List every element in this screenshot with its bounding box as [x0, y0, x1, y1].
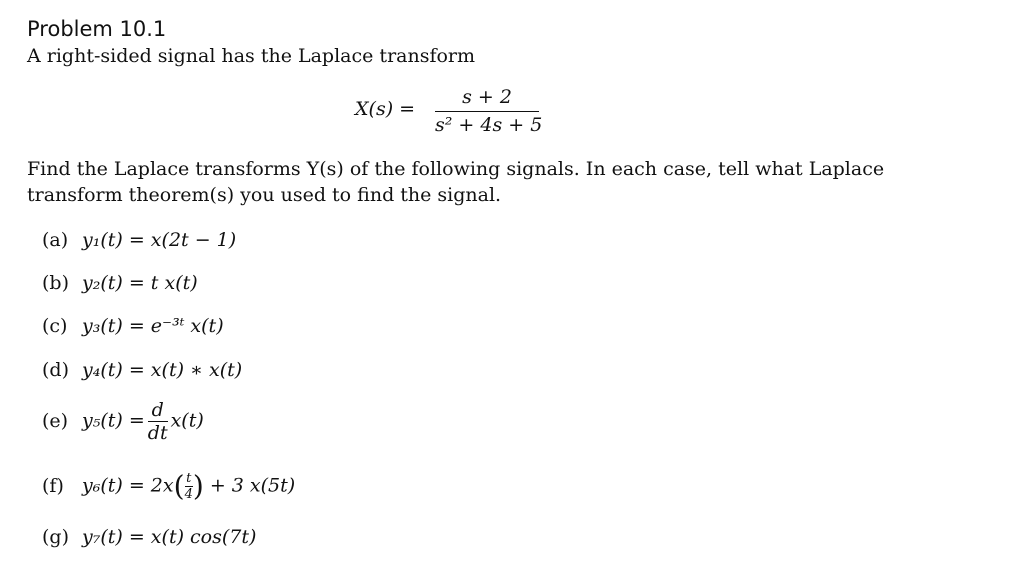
- instructions-line-2: transform theorem(s) you used to find the signal.: [27, 184, 502, 206]
- part-c: [42, 313, 224, 339]
- part-expression-rhs: x(t): [170, 409, 204, 432]
- part-expression: y₁(t) = x(2t − 1): [82, 229, 237, 251]
- right-paren: ): [192, 469, 204, 503]
- fraction-denominator: 4: [184, 487, 193, 502]
- equation-lhs: X(s) =: [355, 98, 416, 120]
- scaling-fraction: [185, 472, 193, 501]
- part-label: (b): [42, 272, 69, 294]
- part-b: [42, 270, 198, 296]
- fraction-bar: [435, 111, 539, 112]
- part-label: (g): [42, 526, 69, 548]
- part-expression: y₄(t) = x(t) ∗ x(t): [82, 359, 243, 381]
- part-f: [42, 469, 296, 503]
- part-a: [42, 227, 236, 253]
- derivative-fraction: [148, 400, 168, 443]
- part-label: (e): [42, 409, 69, 432]
- equation-fraction: [435, 86, 543, 136]
- equation-numerator: s + 2: [462, 86, 512, 108]
- left-paren: (: [173, 469, 185, 503]
- part-g: [42, 524, 256, 550]
- laplace-transform-equation: [355, 86, 555, 138]
- problem-intro: A right-sided signal has the Laplace transform: [27, 45, 476, 67]
- part-expression-lhs: y₆(t) = 2x: [82, 474, 174, 497]
- part-expression: y₂(t) = t x(t): [82, 272, 198, 294]
- part-label: (c): [42, 315, 68, 337]
- part-d: [42, 357, 242, 383]
- part-expression-rhs: + 3 x(5t): [209, 474, 296, 497]
- instructions-paragraph: [27, 156, 927, 208]
- instructions-line-1: Find the Laplace transforms Y(s) of the following signals. In each case, tell what Laplace: [27, 158, 885, 180]
- part-expression: y₇(t) = x(t) cos(7t): [82, 526, 257, 548]
- part-label: (a): [42, 229, 69, 251]
- part-label: (f): [42, 474, 64, 497]
- fraction-numerator: d: [151, 399, 164, 421]
- part-expression: y₃(t) = e⁻³ᵗ x(t): [82, 315, 224, 337]
- part-label: (d): [42, 359, 69, 381]
- equation-denominator: s² + 4s + 5: [435, 114, 543, 136]
- fraction-denominator: dt: [147, 422, 168, 444]
- fraction-numerator: t: [186, 471, 192, 486]
- problem-title: Problem 10.1: [27, 17, 167, 41]
- part-e: [42, 400, 204, 443]
- part-expression-lhs: y₅(t) =: [82, 409, 145, 432]
